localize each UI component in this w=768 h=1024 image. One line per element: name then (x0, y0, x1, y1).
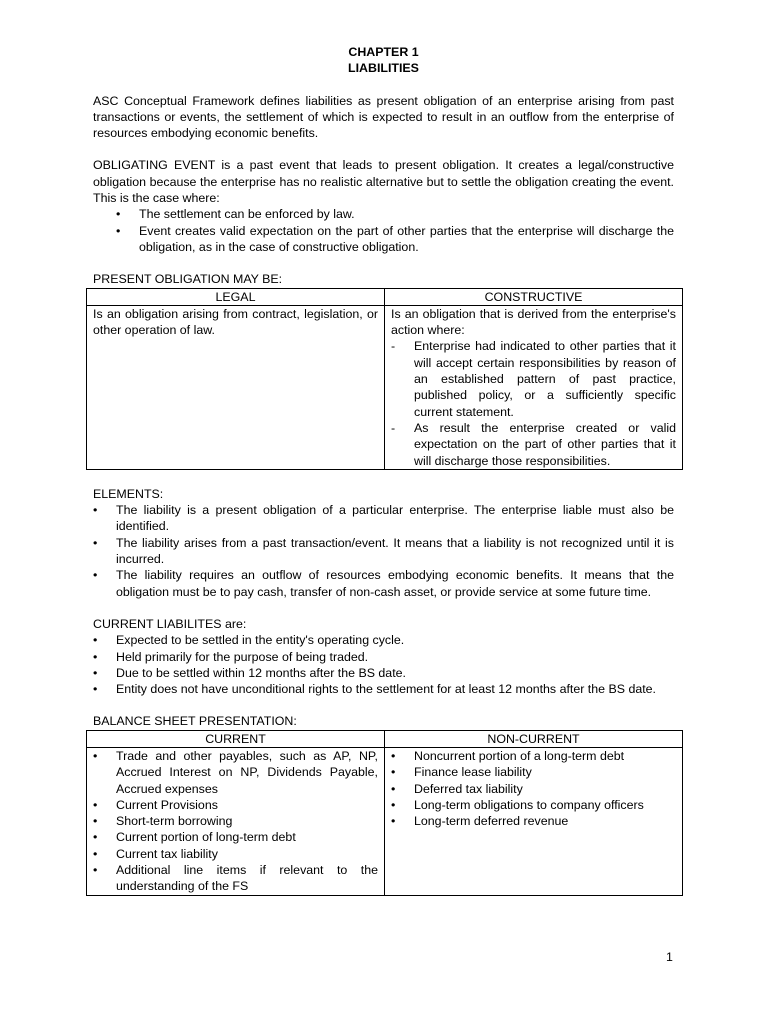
list-item: - As result the enterprise created or valid expectation on the part of other parties that it will discharge those responsibilities. (391, 420, 676, 468)
list-item: • The settlement can be enforced by law. (116, 207, 355, 222)
list-item: • Expected to be settled in the entity's operating cycle. (93, 633, 405, 648)
bullet-icon: • (93, 863, 98, 878)
noncurrent-cell (385, 747, 683, 895)
bullet-icon: • (93, 682, 98, 697)
list-item: • The liability requires an outflow of resources embodying economic benefits. It means that the obligation must be to pay cash, transfer of non-cash asset, or provide service at some future time. (93, 568, 674, 599)
bullet-icon: • (391, 748, 396, 763)
list-item: • Short-term borrowing (93, 814, 233, 829)
balance-sheet-heading: BALANCE SHEET PRESENTATION: (93, 714, 297, 729)
list-item: • Noncurrent portion of a long-term debt (391, 748, 625, 763)
current-liabilities-list (93, 632, 674, 697)
page-title: LIABILITIES (348, 61, 419, 76)
balance-sheet-table (86, 730, 683, 896)
list-item: • Current tax liability (93, 846, 218, 861)
bullet-icon: • (93, 748, 98, 763)
chapter-label: CHAPTER 1 (348, 45, 419, 59)
constructive-header: CONSTRUCTIVE (385, 288, 683, 305)
legal-cell: Is an obligation arising from contract, legislation, or other operation of law. (87, 305, 385, 469)
list-item: • Additional line items if relevant to the understanding of the FS (93, 863, 378, 894)
bullet-icon: • (391, 797, 396, 812)
bullet-icon: • (391, 765, 396, 780)
list-item: • The liability is a present obligation of a particular enterprise. The enterprise liable must also be identified. (93, 503, 674, 534)
bullet-icon: • (93, 830, 98, 845)
bullet-icon: • (93, 535, 98, 550)
list-item: • The liability arises from a past transaction/event. It means that a liability is not recognized until it is incurred. (93, 535, 674, 567)
dash-icon: - (391, 420, 396, 435)
bullet-icon: • (93, 665, 98, 680)
list-item: • Due to be settled within 12 months after the BS date. (93, 665, 406, 680)
list-item: • Deferred tax liability (391, 781, 523, 796)
bullet-icon: • (93, 568, 98, 583)
obligating-event-paragraph: OBLIGATING EVENT is a past event that leads to present obligation. It creates a legal/constructive obligation because the enterprise has no realistic alternative but to settle the obligation creating the event. This is the case where: (93, 158, 674, 206)
bullet-icon: • (93, 797, 98, 812)
bullet-icon: • (391, 781, 396, 796)
noncurrent-list (391, 748, 676, 829)
list-item: • Current Provisions (93, 797, 218, 812)
elements-heading: ELEMENTS: (93, 486, 164, 501)
elements-list (93, 502, 674, 600)
bullet-icon: • (93, 814, 98, 829)
constructive-cell: Is an obligation that is derived from the enterprise's action where: - Enterprise had indicated to other parties that it will accept certain responsibilities by reason of an established pattern of past practice, published policy, or a sufficiently specific current statement. - As result the enterprise created or valid expectation on the part of other parties that it will discharge those responsibilities. (385, 305, 683, 469)
bullet-icon: • (116, 207, 121, 222)
current-cell (87, 747, 385, 895)
bullet-icon: • (93, 649, 98, 664)
dash-icon: - (391, 339, 396, 354)
intro-paragraph: ASC Conceptual Framework defines liabilities as present obligation of an enterprise arising from past transactions or events, the settlement of which is expected to result in an outflow from the enterprise of resources embodying economic benefits. (93, 93, 674, 141)
list-item: • Entity does not have unconditional rights to the settlement for at least 12 months after the BS date. (93, 682, 657, 697)
present-obligation-table (86, 288, 683, 470)
page-number: 1 (666, 950, 673, 964)
list-item: • Trade and other payables, such as AP, NP, Accrued Interest on NP, Dividends Payable, Accrued expenses (93, 748, 378, 796)
document-page (93, 44, 674, 896)
list-item: • Current portion of long-term debt (93, 830, 296, 845)
list-item: • Event creates valid expectation on the part of other parties that the enterprise will discharge the obligation, as in the case of constructive obligation. (116, 223, 674, 254)
bullet-icon: • (93, 633, 98, 648)
current-list (93, 748, 378, 895)
list-item: • Finance lease liability (391, 765, 532, 780)
current-liabilities-heading: CURRENT LIABILITES are: (93, 616, 247, 631)
list-item: - Enterprise had indicated to other parties that it will accept certain responsibilities by reason of an established pattern of past practice, published policy, or a sufficiently specific current statement. (391, 339, 676, 419)
noncurrent-header: NON-CURRENT (385, 730, 683, 747)
list-item: • Long-term deferred revenue (391, 814, 569, 829)
list-item: • Held primarily for the purpose of being traded. (93, 649, 369, 664)
bullet-icon: • (93, 846, 98, 861)
legal-header: LEGAL (87, 288, 385, 305)
constructive-list (391, 338, 676, 468)
obligating-event-list (93, 206, 674, 255)
list-item: • Long-term obligations to company officers (391, 797, 644, 812)
bullet-icon: • (116, 223, 121, 238)
bullet-icon: • (391, 814, 396, 829)
bullet-icon: • (93, 503, 98, 518)
present-obligation-heading: PRESENT OBLIGATION MAY BE: (93, 272, 283, 287)
current-header: CURRENT (87, 730, 385, 747)
